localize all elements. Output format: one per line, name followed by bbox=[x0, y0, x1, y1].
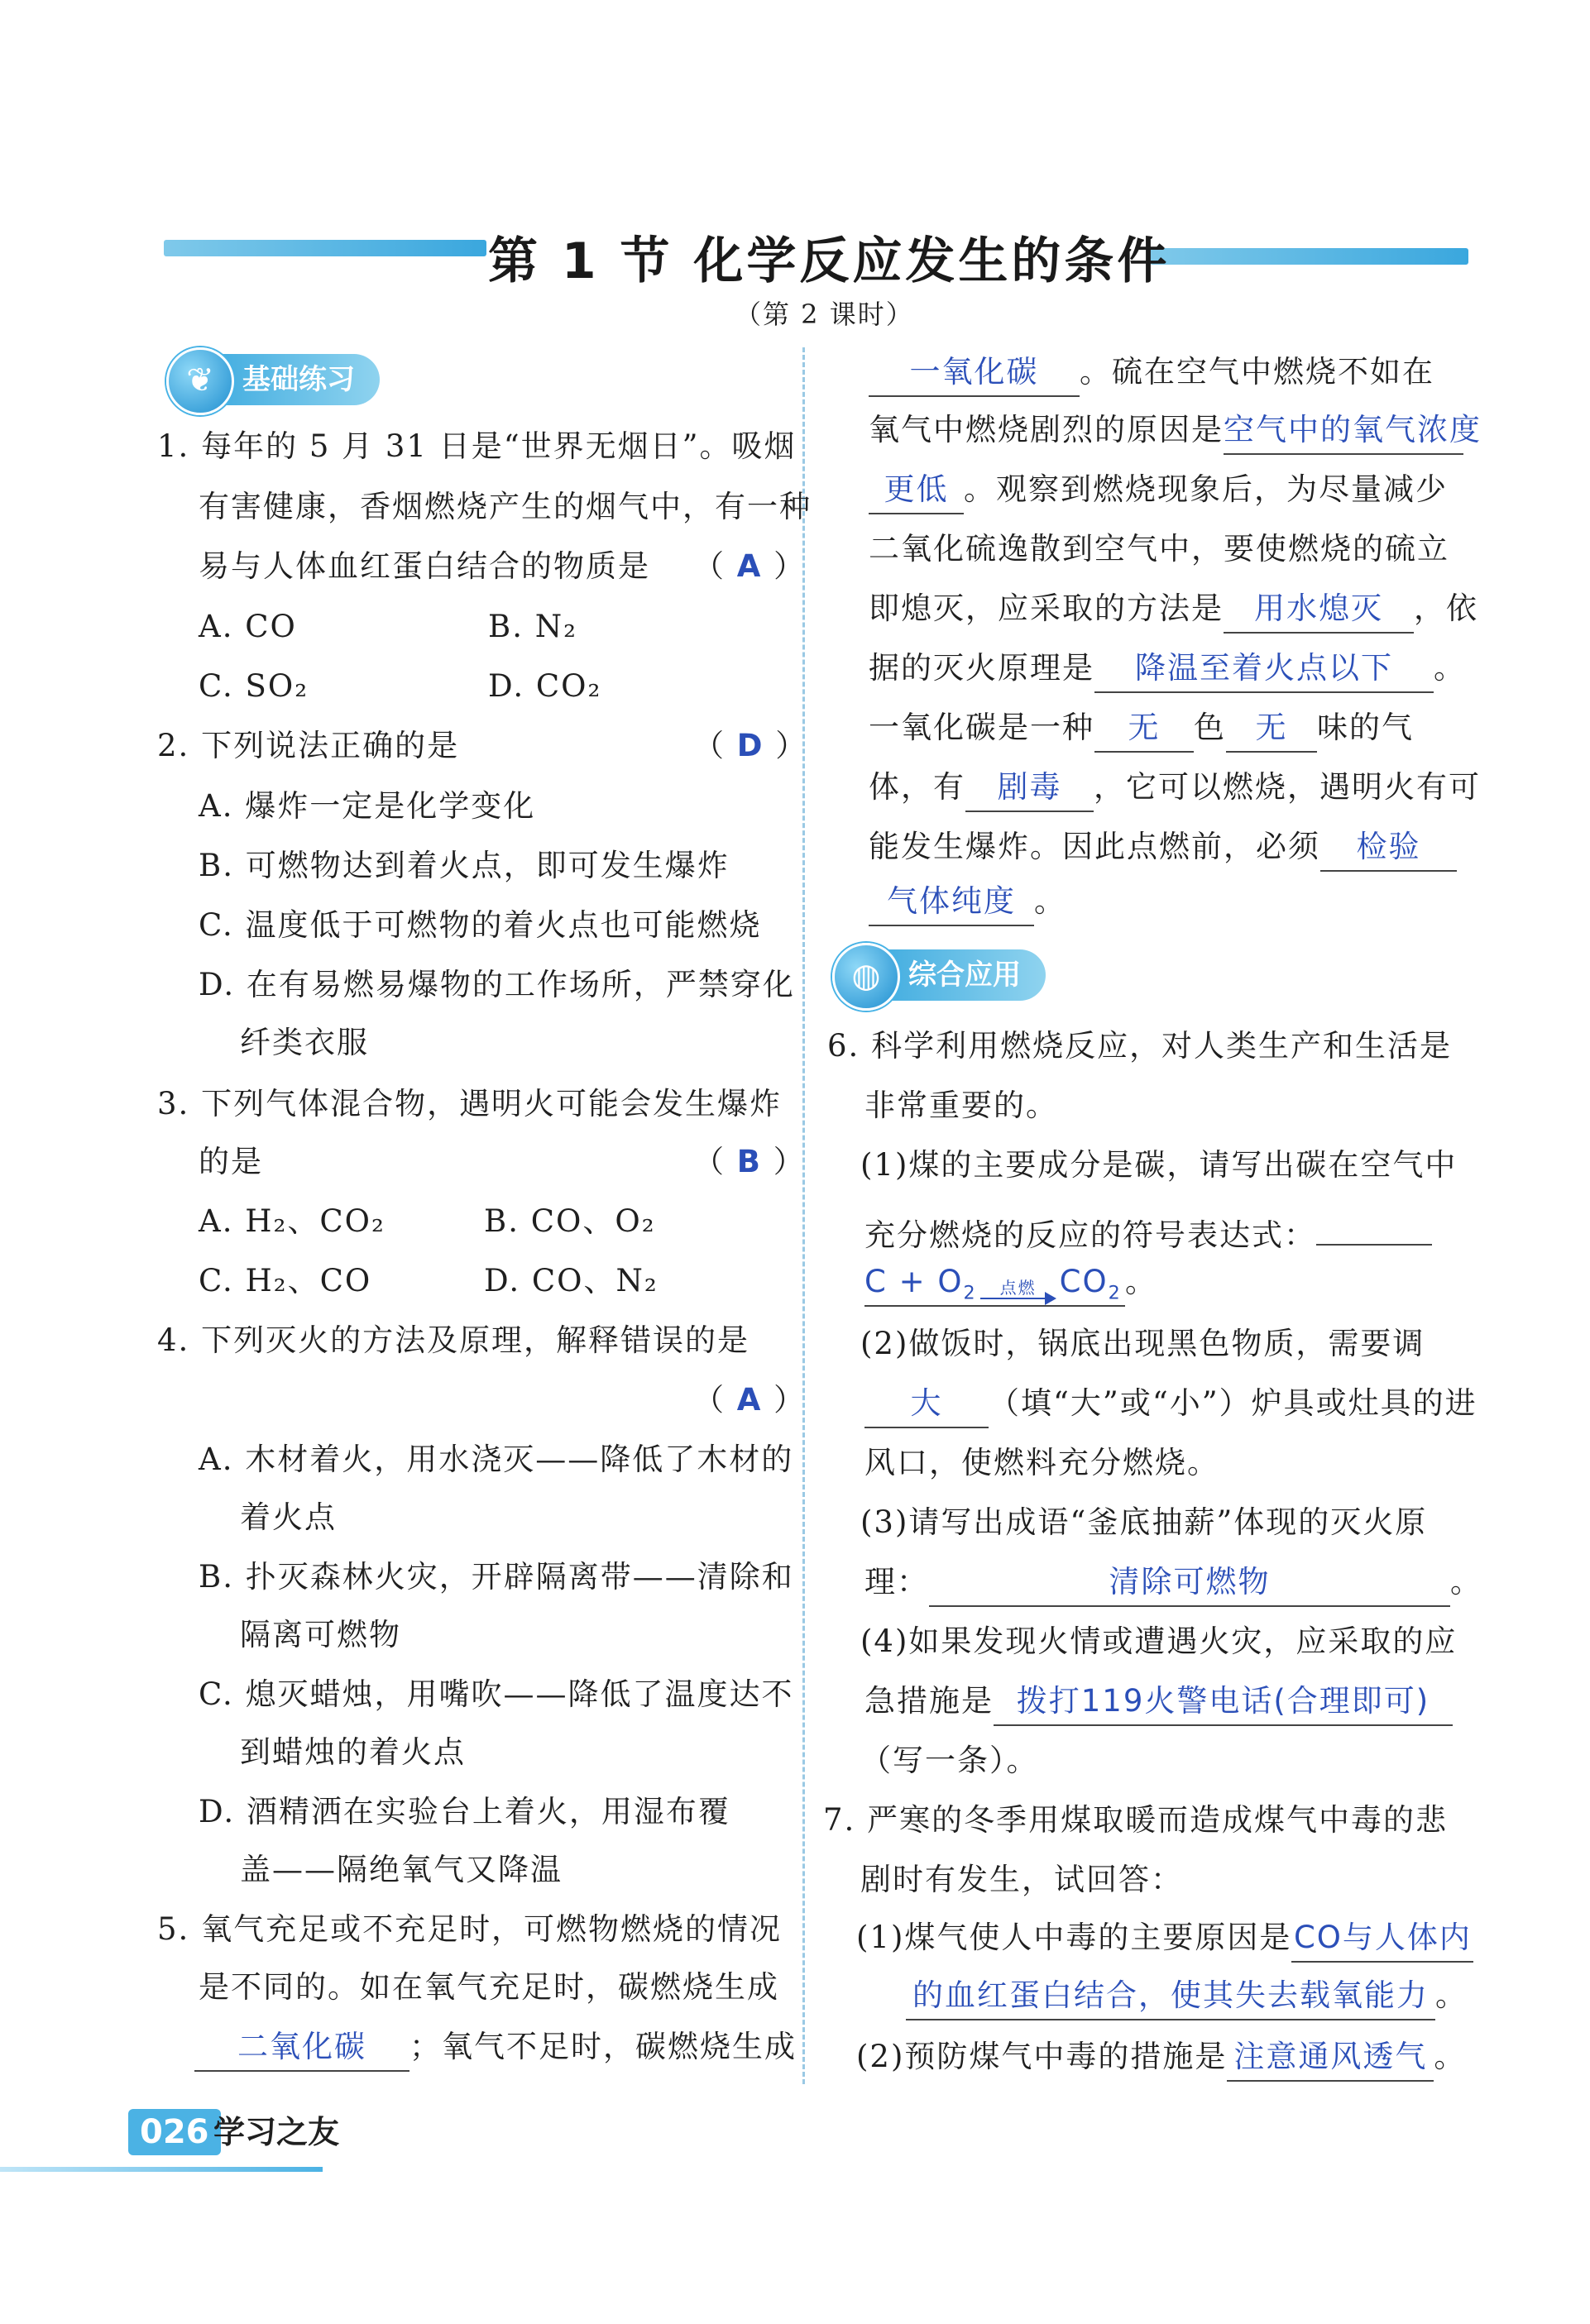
q5-text8b: ，依 bbox=[1414, 591, 1478, 626]
q5-line13 bbox=[869, 881, 1066, 926]
q2-option-b: B. 可燃物达到着火点，即可发生爆炸 bbox=[199, 848, 730, 883]
q5-line3 bbox=[194, 2026, 797, 2072]
q5-answer-3b: 更低 bbox=[869, 473, 964, 514]
q6-p1-line2 bbox=[864, 1204, 1432, 1256]
q7-p1-line2 bbox=[906, 1975, 1468, 2020]
q5-line11 bbox=[869, 767, 1481, 812]
q5-line8 bbox=[869, 588, 1478, 634]
q5-answer-8: 剧毒 bbox=[965, 771, 1094, 812]
q6-p3-answer: 清除可燃物 bbox=[929, 1566, 1450, 1607]
q6-p2-line3: 风口，使燃料充分燃烧。 bbox=[864, 1445, 1219, 1480]
globe-icon: ◍ bbox=[832, 943, 900, 1011]
q6-equation bbox=[864, 1265, 1125, 1307]
q7-p1-answer-1: CO与人体内 bbox=[1291, 1921, 1473, 1963]
q7-p2-answer: 注意通风透气 bbox=[1227, 2040, 1434, 2082]
q5-text8: 即熄灭，应采取的方法是 bbox=[869, 591, 1224, 626]
q5-answer-7: 无 bbox=[1226, 711, 1317, 753]
q1-option-b: B. N₂ bbox=[488, 609, 577, 644]
q6-p3-end: 。 bbox=[1450, 1564, 1482, 1600]
q5-text10c: 味的气 bbox=[1317, 710, 1414, 745]
q5-line4 bbox=[869, 351, 1434, 397]
q5-text13: 。 bbox=[1034, 883, 1066, 919]
q5-text5: 氧气中燃烧剧烈的原因是 bbox=[869, 412, 1224, 447]
leaf-icon: ❦ bbox=[166, 347, 234, 415]
section-applied bbox=[836, 949, 1046, 1001]
q4-line1: 4. 下列灭火的方法及原理，解释错误的是 bbox=[157, 1322, 750, 1358]
q5-text12: 能发生爆炸。因此点燃前，必须 bbox=[869, 829, 1320, 864]
q2-option-d1: D. 在有易燃易爆物的工作场所，严禁穿化 bbox=[199, 967, 795, 1002]
section-basic-label: 基础练习 bbox=[242, 363, 355, 396]
arrow-icon bbox=[980, 1276, 1056, 1309]
page-title: 第 1 节 化学反应发生的条件 bbox=[488, 232, 1171, 290]
q6-p2-line2 bbox=[864, 1383, 1477, 1428]
q5-line7: 二氧化硫逸散到空气中，要使燃烧的硫立 bbox=[869, 531, 1449, 567]
q4-option-c1: C. 熄灭蜡烛，用嘴吹——降低了温度达不 bbox=[199, 1676, 794, 1712]
q6-line2: 非常重要的。 bbox=[864, 1088, 1058, 1123]
q5-text4: 。硫在空气中燃烧不如在 bbox=[1080, 354, 1434, 390]
q5-text11a: 体，有 bbox=[869, 769, 965, 805]
q4-option-a1: A. 木材着火，用水浇灭——降低了木材的 bbox=[199, 1442, 794, 1477]
q2-answer: （ D ） bbox=[693, 728, 808, 763]
q7-p1-end: 。 bbox=[1435, 1977, 1468, 2013]
q3-answer: （ B ） bbox=[693, 1144, 806, 1179]
q3-line1: 3. 下列气体混合物，遇明火可能会发生爆炸 bbox=[157, 1086, 783, 1121]
q3-option-d: D. CO、N₂ bbox=[484, 1263, 659, 1298]
q7-line1: 7. 严寒的冬季用煤取暖而造成煤气中毒的悲 bbox=[823, 1802, 1449, 1838]
q3-line2: 的是 bbox=[199, 1144, 263, 1179]
q5-text11b: ，它可以燃烧，遇明火有可 bbox=[1094, 769, 1481, 805]
q5-answer-9: 检验 bbox=[1320, 830, 1457, 872]
q5-answer-4: 用水熄灭 bbox=[1224, 592, 1414, 634]
q5-answer-6: 无 bbox=[1094, 711, 1194, 753]
q5-text10b: 色 bbox=[1194, 710, 1226, 745]
q1-line3: 易与人体血红蛋白结合的物质是 bbox=[199, 548, 650, 584]
q1-option-d: D. CO₂ bbox=[488, 668, 602, 704]
q5-line6 bbox=[869, 469, 1448, 514]
q6-p4-text: 急措施是 bbox=[864, 1683, 994, 1719]
section-applied-label: 综合应用 bbox=[908, 959, 1021, 992]
eq-product: $CO_2$ bbox=[1059, 1264, 1122, 1304]
q1-option-c: C. SO₂ bbox=[199, 668, 309, 704]
q5-answer-3a: 空气中的氧气浓度 bbox=[1224, 414, 1463, 455]
q2-option-a: A. 爆炸一定是化学变化 bbox=[199, 788, 536, 824]
q5-text9: 据的灭火原理是 bbox=[869, 650, 1094, 686]
section-basic bbox=[170, 354, 380, 405]
q6-p2-answer: 大 bbox=[864, 1387, 989, 1428]
q4-option-a2: 着火点 bbox=[240, 1499, 337, 1535]
column-divider bbox=[802, 347, 805, 2084]
q5-answer-1: 二氧化碳 bbox=[194, 2030, 409, 2072]
eq-condition: 点燃 bbox=[999, 1278, 1037, 1298]
q1-line1: 1. 每年的 5 月 31 日是“世界无烟日”。吸烟 bbox=[157, 428, 797, 464]
page-number: 026 bbox=[128, 2109, 221, 2155]
q6-p4-line1: (4)如果发现火情或遭遇火灾，应采取的应 bbox=[860, 1623, 1458, 1659]
q1-option-a: A. CO bbox=[199, 609, 297, 644]
q4-option-c2: 到蜡烛的着火点 bbox=[240, 1734, 466, 1770]
footer-bar bbox=[0, 2167, 323, 2172]
q3-option-b: B. CO、O₂ bbox=[484, 1203, 656, 1239]
q5-text9b: 。 bbox=[1434, 650, 1466, 686]
q4-option-b1: B. 扑灭森林火灾，开辟隔离带——清除和 bbox=[199, 1559, 794, 1595]
q6-p3-line1: (3)请写出成语“釜底抽薪”体现的灭火原 bbox=[860, 1504, 1428, 1540]
q2-option-c: C. 温度低于可燃物的着火点也可能燃烧 bbox=[199, 907, 762, 943]
q2-option-d2: 纤类衣服 bbox=[240, 1025, 369, 1060]
q5-line1: 5. 氧气充足或不充足时，可燃物燃烧的情况 bbox=[157, 1911, 783, 1947]
q7-p1-text: (1)煤气使人中毒的主要原因是 bbox=[856, 1920, 1292, 1955]
q5-line9 bbox=[869, 648, 1466, 693]
page-subtitle: （第 2 课时） bbox=[735, 299, 914, 330]
q6-p4-line2 bbox=[864, 1681, 1453, 1726]
q5-text6: 。观察到燃烧现象后，为尽量减少 bbox=[964, 471, 1448, 507]
q5-answer-10: 气体纯度 bbox=[869, 885, 1034, 926]
q5-answer-5: 降温至着火点以下 bbox=[1094, 652, 1434, 693]
q3-option-c: C. H₂、CO bbox=[199, 1263, 372, 1298]
q5-line5 bbox=[869, 409, 1482, 455]
q6-p1-text: 充分燃烧的反应的符号表达式： bbox=[864, 1217, 1316, 1253]
q1-line2: 有害健康，香烟燃烧产生的烟气中，有一种 bbox=[199, 489, 812, 524]
q5-text3: ；氧气不足时，碳燃烧生成 bbox=[409, 2029, 797, 2064]
q6-p4-line3: （写一条）。 bbox=[860, 1743, 1039, 1778]
eq-reactants: $C + O_2$ bbox=[864, 1264, 977, 1304]
q3-option-a: A. H₂、CO₂ bbox=[199, 1203, 386, 1239]
q7-line2: 剧时有发生，试回答： bbox=[860, 1862, 1183, 1897]
q6-p3-text: 理： bbox=[864, 1564, 929, 1600]
q6-p4-answer: 拨打119火警电话(合理即可) bbox=[994, 1685, 1453, 1726]
q5-line2: 是不同的。如在氧气充足时，碳燃烧生成 bbox=[199, 1969, 779, 2005]
q7-p2-end: 。 bbox=[1434, 2039, 1467, 2074]
q7-p1-answer-2: 的血红蛋白结合，使其失去载氧能力 bbox=[906, 1979, 1435, 2020]
q4-option-d2: 盖——隔绝氧气又降温 bbox=[240, 1852, 563, 1887]
q5-text10a: 一氧化碳是一种 bbox=[869, 710, 1094, 745]
q4-option-b2: 隔离可燃物 bbox=[240, 1617, 401, 1652]
q5-answer-2: 一氧化碳 bbox=[869, 356, 1080, 397]
q6-p1-blank-tail bbox=[1316, 1204, 1432, 1246]
q1-answer: （ A ） bbox=[693, 548, 807, 584]
title-bar-right bbox=[1150, 248, 1468, 265]
q6-p2-line1: (2)做饭时，锅底出现黑色物质，需要调 bbox=[860, 1326, 1425, 1361]
q5-line12 bbox=[869, 826, 1457, 872]
q6-line1: 6. 科学利用燃烧反应，对人类生产和生活是 bbox=[827, 1028, 1453, 1064]
q2-line1: 2. 下列说法正确的是 bbox=[157, 728, 460, 763]
q6-p1-equation-line bbox=[864, 1261, 1157, 1307]
q4-answer: （ A ） bbox=[693, 1382, 807, 1418]
q7-p2-line bbox=[856, 2036, 1466, 2082]
title-bar-left bbox=[164, 240, 486, 256]
q5-line10 bbox=[869, 707, 1414, 753]
q6-p2-text: （填“大”或“小”）炉具或灶具的进 bbox=[989, 1385, 1477, 1421]
q6-p3-line2 bbox=[864, 1561, 1482, 1607]
brand-name: 学习之友 bbox=[213, 2113, 340, 2150]
q7-p2-text: (2)预防煤气中毒的措施是 bbox=[856, 2039, 1228, 2074]
q6-p1-line1: (1)煤的主要成分是碳，请写出碳在空气中 bbox=[860, 1147, 1458, 1183]
q6-p1-end: 。 bbox=[1125, 1264, 1157, 1299]
q4-option-d1: D. 酒精洒在实验台上着火，用湿布覆 bbox=[199, 1794, 730, 1829]
q7-p1-line1 bbox=[856, 1917, 1473, 1963]
